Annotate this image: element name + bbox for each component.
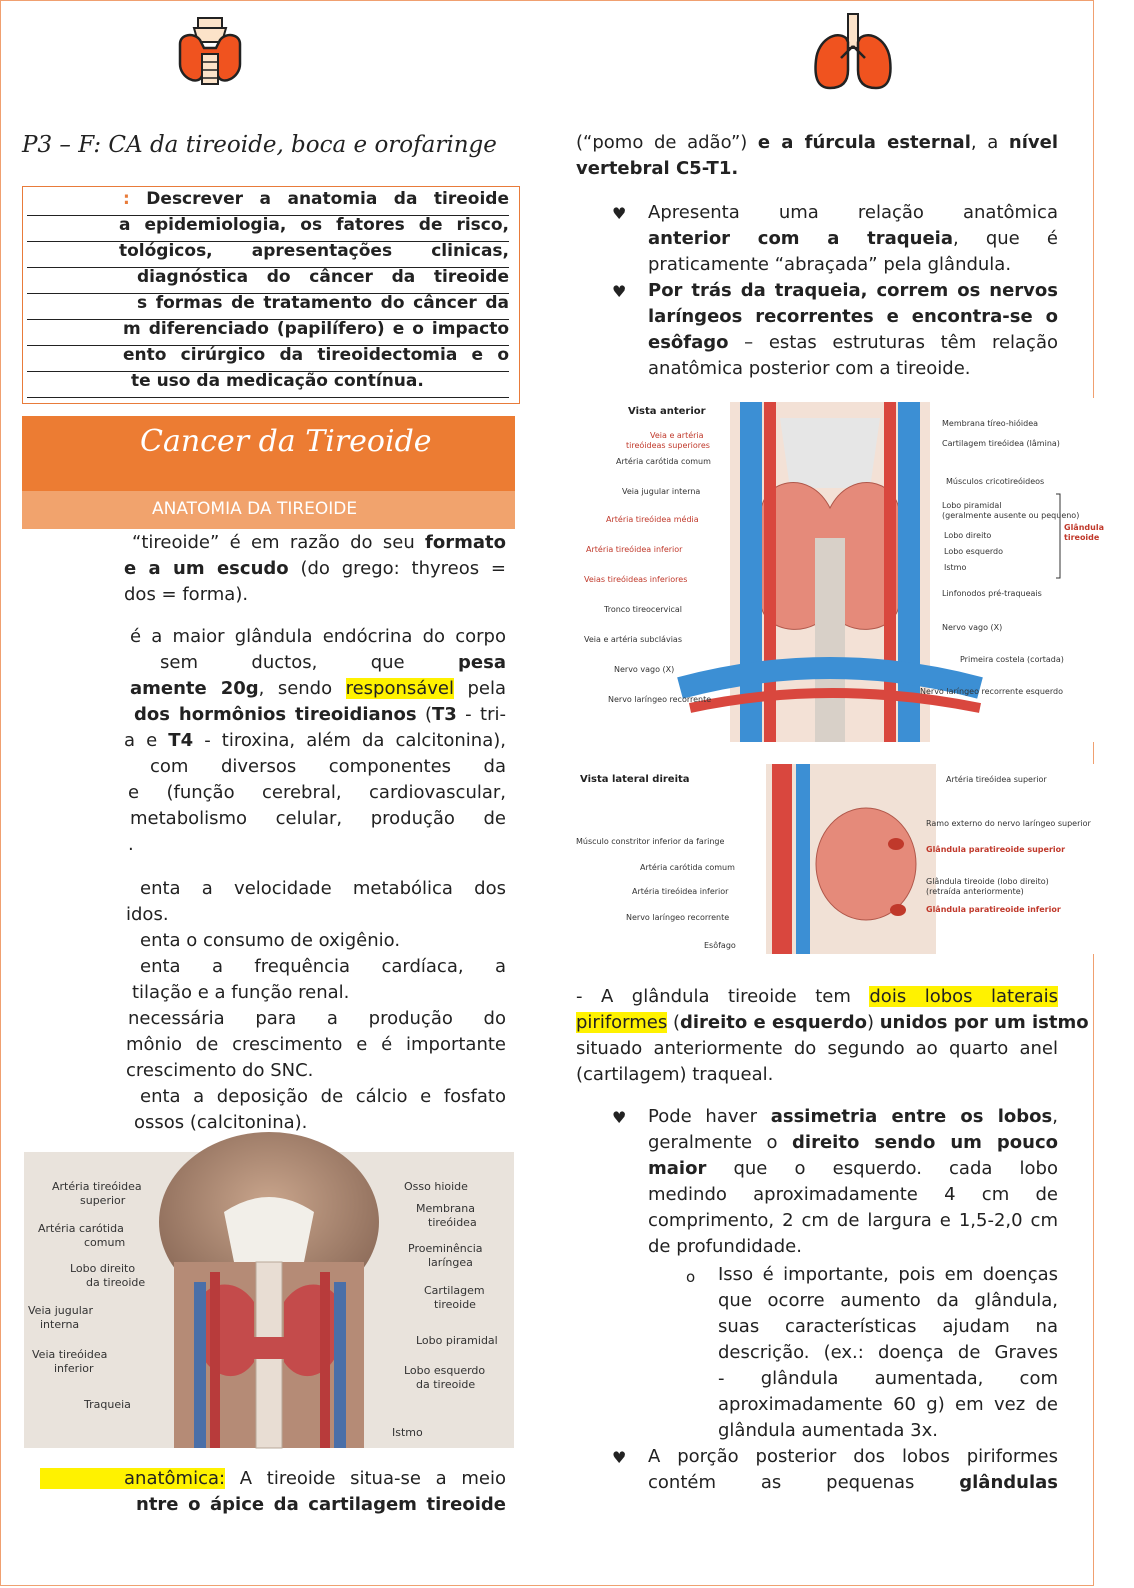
svg-text:Veia e artéria subclávias: Veia e artéria subclávias bbox=[584, 635, 682, 644]
svg-text:tireoide: tireoide bbox=[1064, 533, 1100, 542]
svg-text:Ramo externo do nervo laríngeo: Ramo externo do nervo laríngeo superior bbox=[926, 819, 1091, 828]
svg-text:Linfonodos pré-traqueais: Linfonodos pré-traqueais bbox=[942, 589, 1042, 598]
svg-text:Artéria carótida comum: Artéria carótida comum bbox=[616, 457, 711, 466]
svg-text:Membrana: Membrana bbox=[416, 1202, 475, 1215]
svg-text:Osso hioide: Osso hioide bbox=[404, 1180, 468, 1193]
paragraph-gland-description: é a maior glândula endócrina do corpo sem ductos, que pesa amente 20g, sendo responsável pela dos hormônios tireoidianos (T3 - tri- a e T4 - tiroxina, além da calcitonina), com diversos componentes da e (função cerebral, cardiovascular, metabolismo celular, produção de . bbox=[124, 626, 506, 855]
svg-text:(geralmente ausente ou pequeno: (geralmente ausente ou pequeno) bbox=[942, 511, 1080, 520]
bullet-anterior-relation: Apresenta uma relação anatômica anterior com a traqueia, que é praticamente “abraçada” pela glândula. bbox=[648, 202, 1058, 275]
svg-text:Músculos cricotireóideos: Músculos cricotireóideos bbox=[946, 477, 1045, 486]
highlight: responsável bbox=[345, 678, 455, 699]
svg-text:Artéria tireóidea inferior: Artéria tireóidea inferior bbox=[632, 887, 729, 896]
svg-text:Glândula paratireoide inferior: Glândula paratireoide inferior bbox=[926, 905, 1061, 914]
highlight: dois lobos laterais bbox=[869, 986, 1058, 1007]
objective-line: te uso da medicação contínua. bbox=[27, 371, 509, 398]
svg-text:Lobo piramidal: Lobo piramidal bbox=[942, 501, 1002, 510]
svg-text:Nervo laríngeo recorrente: Nervo laríngeo recorrente bbox=[608, 695, 712, 704]
svg-text:Nervo laríngeo recorrente esqu: Nervo laríngeo recorrente esquerdo bbox=[920, 687, 1063, 696]
heart-bullet-icon: ♥ bbox=[612, 204, 627, 223]
svg-text:Istmo: Istmo bbox=[944, 563, 967, 572]
svg-text:Esôfago: Esôfago bbox=[704, 941, 736, 950]
svg-text:tireóidea: tireóidea bbox=[428, 1216, 477, 1229]
heart-bullet-icon: ♥ bbox=[612, 282, 627, 301]
svg-text:Glândula: Glândula bbox=[1064, 523, 1104, 532]
svg-text:Tronco tireocervical: Tronco tireocervical bbox=[604, 605, 683, 614]
svg-text:Artéria tireóidea: Artéria tireóidea bbox=[52, 1180, 142, 1193]
figure-thyroid-anterior-illustration bbox=[24, 1152, 514, 1448]
svg-text:comum: comum bbox=[84, 1236, 126, 1249]
bullet-asymmetry: Pode haver assimetria entre os lobos, geralmente o direito sendo um pouco maior que o esquerdo. cada lobo medindo aproximadamente 4 cm de comprimento, 2 cm de largura e 1,5-2,0 cm de profundidade. bbox=[648, 1106, 1058, 1257]
svg-text:Nervo laríngeo recorrente: Nervo laríngeo recorrente bbox=[626, 913, 730, 922]
objective-line: : Descrever a anatomia da tireoide bbox=[27, 189, 509, 216]
svg-text:Proeminência: Proeminência bbox=[408, 1242, 483, 1255]
svg-text:Veia e artéria: Veia e artéria bbox=[650, 431, 704, 440]
svg-text:Artéria carótida: Artéria carótida bbox=[38, 1222, 124, 1235]
svg-text:Cartilagem: Cartilagem bbox=[424, 1284, 485, 1297]
highlight: anatômica: bbox=[40, 1468, 225, 1489]
section-title: Cancer da Tireoide bbox=[140, 424, 432, 459]
svg-text:interna: interna bbox=[40, 1318, 80, 1331]
svg-text:Veia jugular: Veia jugular bbox=[28, 1304, 94, 1317]
section-subtitle: ANATOMIA DA TIREOIDE bbox=[152, 499, 358, 519]
svg-text:laríngea: laríngea bbox=[428, 1256, 473, 1269]
svg-text:Artéria tireóidea superior: Artéria tireóidea superior bbox=[946, 775, 1047, 784]
svg-text:Artéria carótida comum: Artéria carótida comum bbox=[640, 863, 735, 872]
svg-text:Cartilagem tireóidea (lâmina): Cartilagem tireóidea (lâmina) bbox=[942, 439, 1060, 448]
bullet-parathyroid: A porção posterior dos lobos piriformes contém as pequenas glândulas bbox=[648, 1446, 1058, 1493]
svg-text:Músculo constritor inferior da: Músculo constritor inferior da faringe bbox=[576, 837, 725, 846]
svg-text:Lobo esquerdo: Lobo esquerdo bbox=[944, 547, 1004, 556]
svg-text:Nervo vago (X): Nervo vago (X) bbox=[614, 665, 675, 674]
svg-text:Veias tireóideas inferiores: Veias tireóideas inferiores bbox=[584, 575, 688, 584]
svg-text:Lobo direito: Lobo direito bbox=[944, 531, 992, 540]
svg-text:Glândula tireoide (lobo direit: Glândula tireoide (lobo direito) bbox=[926, 877, 1049, 886]
svg-text:Glândula paratireoide superior: Glândula paratireoide superior bbox=[926, 845, 1066, 854]
objective-line: ento cirúrgico da tireoidectomia e o bbox=[27, 345, 509, 372]
section-subbanner bbox=[22, 491, 515, 529]
sub-bullet-graves: Isso é importante, pois em doenças que ocorre aumento da glândula, suas características ajudam na descrição. (ex.: doença de Graves - glândula aumentada, com aproximadamente 60 g) em vez de glândula aumentada 3x. bbox=[718, 1264, 1058, 1441]
svg-text:Lobo piramidal: Lobo piramidal bbox=[416, 1334, 498, 1347]
paragraph-location: anatômica: A tireoide situa-se a meio ntre o ápice da cartilagem tireoide bbox=[40, 1466, 506, 1518]
svg-text:Primeira costela (cortada): Primeira costela (cortada) bbox=[960, 655, 1064, 664]
paragraph-lobes: - A glândula tireoide tem dois lobos laterais piriformes (direito e esquerdo) unidos por um istmo situado anteriormente do segundo ao quarto anel (cartilagem) traqueal. bbox=[576, 986, 1089, 1085]
objective-line: tológicos, apresentações clinicas, bbox=[27, 241, 509, 268]
svg-text:(retraída anteriormente): (retraída anteriormente) bbox=[926, 887, 1024, 896]
heart-bullet-icon: ♥ bbox=[612, 1448, 627, 1467]
svg-text:Artéria tireóidea inferior: Artéria tireóidea inferior bbox=[586, 545, 683, 554]
page-title: P3 – F: CA da tireoide, boca e orofaringe bbox=[22, 132, 497, 158]
svg-text:Veia tireóidea: Veia tireóidea bbox=[32, 1348, 108, 1361]
svg-text:Vista anterior: Vista anterior bbox=[628, 406, 706, 417]
svg-text:Lobo esquerdo: Lobo esquerdo bbox=[404, 1364, 486, 1377]
circle-bullet-icon: o bbox=[686, 1268, 696, 1286]
paragraph-vertebral-level: (“pomo de adão”) e a fúrcula esternal, a nível vertebral C5-T1. bbox=[576, 132, 1058, 179]
highlight: piriformes bbox=[576, 1012, 668, 1033]
svg-text:Membrana tíreo-hióidea: Membrana tíreo-hióidea bbox=[942, 419, 1039, 428]
svg-text:tireóideas superiores: tireóideas superiores bbox=[626, 441, 710, 450]
objectives-box bbox=[22, 186, 520, 404]
svg-text:superior: superior bbox=[80, 1194, 126, 1207]
section-banner bbox=[22, 416, 515, 491]
objective-line: diagnóstica do câncer da tireoide bbox=[27, 267, 509, 294]
thyroid-icon bbox=[174, 14, 246, 90]
paragraph-functions: enta a velocidade metabólica dos idos. enta o consumo de oxigênio. enta a frequência cardíaca, a tilação e a função renal. necessária para a produção do mônio de crescimento e é importante crescimento do SNC. enta a deposição de cálcio e fosfato ossos (calcitonina). bbox=[126, 878, 506, 1133]
svg-text:Lobo direito: Lobo direito bbox=[70, 1262, 136, 1275]
svg-text:inferior: inferior bbox=[54, 1362, 94, 1375]
svg-text:da tireoide: da tireoide bbox=[416, 1378, 476, 1391]
figure-thyroid-anterior-view bbox=[580, 398, 1104, 742]
objective-line: m diferenciado (papilífero) e o impacto bbox=[27, 319, 509, 346]
svg-text:da tireoide: da tireoide bbox=[86, 1276, 146, 1289]
svg-text:Nervo vago (X): Nervo vago (X) bbox=[942, 623, 1003, 632]
svg-text:Artéria tireóidea média: Artéria tireóidea média bbox=[606, 515, 699, 524]
lungs-icon bbox=[812, 10, 894, 94]
objective-line: a epidemiologia, os fatores de risco, bbox=[27, 215, 509, 242]
figure-thyroid-lateral-view bbox=[576, 764, 1108, 954]
svg-text:tireoide: tireoide bbox=[434, 1298, 476, 1311]
svg-text:Veia jugular interna: Veia jugular interna bbox=[622, 487, 701, 496]
svg-text:Istmo: Istmo bbox=[392, 1426, 423, 1439]
svg-text:Traqueia: Traqueia bbox=[84, 1398, 131, 1411]
svg-text:Vista lateral direita: Vista lateral direita bbox=[580, 774, 690, 785]
bullet-posterior-relation: Por trás da traqueia, correm os nervos laríngeos recorrentes e encontra-se o esôfago – estas estruturas têm relação anatômica posterior com a tireoide. bbox=[648, 280, 1058, 379]
objective-line: s formas de tratamento do câncer da bbox=[27, 293, 509, 320]
heart-bullet-icon: ♥ bbox=[612, 1108, 627, 1127]
paragraph-etymology: “tireoide” é em razão do seu formato e a um escudo (do grego: thyreos = dos = forma). bbox=[124, 532, 506, 605]
